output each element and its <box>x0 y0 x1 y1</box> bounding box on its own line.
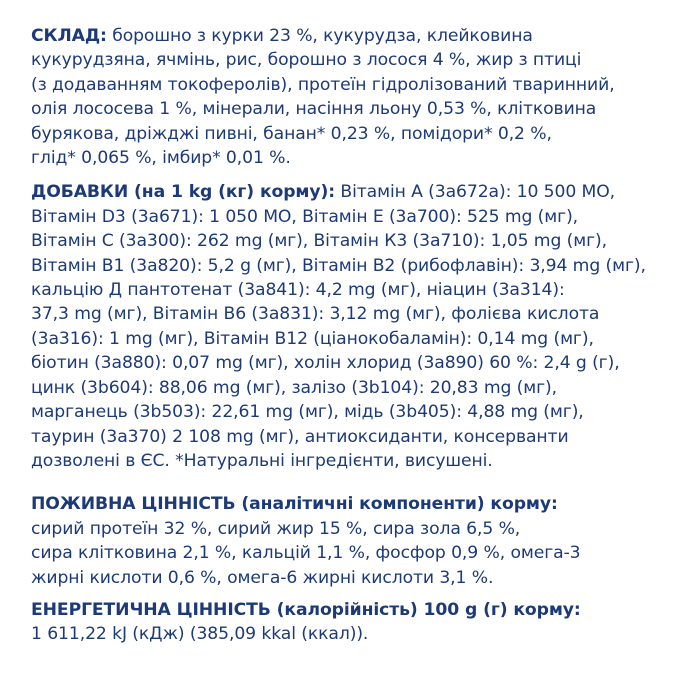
additives-line: Вітамін С (3а300): 262 mg (мг), Вітамін К3 (3а710): 1,05 mg (мг), <box>31 231 607 252</box>
composition-line: (з додаванням токоферолів), протеїн гідролізований тваринний, <box>31 74 615 95</box>
energy-line: 1 611,22 kJ (кДж) (385,09 kkal (ккал)). <box>31 624 369 645</box>
composition-heading: СКЛАД: <box>31 26 107 46</box>
additives-heading: ДОБАВКИ (на 1 kg (кг) корму): <box>31 182 336 203</box>
additives-line: (3а316): 1 mg (мг), Вітамін В12 (ціанокобаламін): 0,14 mg (мг), <box>31 328 594 349</box>
composition-line: глід* 0,065 %, імбир* 0,01 %. <box>31 148 291 169</box>
additives-line: марганець (3b503): 22,61 mg (мг), мідь (3b405): 4,88 mg (мг), <box>31 402 584 423</box>
composition-text: борошно з курки 23 %, кукурудза, клейковина <box>106 26 533 46</box>
composition-line <box>31 24 671 48</box>
additives-text: Вітамін А (3а672а): 10 500 МО, <box>335 182 616 203</box>
additives-section <box>31 180 671 473</box>
additives-line: дозволені в ЄС. *Натуральні інгредієнти, висушені. <box>31 450 493 471</box>
additives-line <box>31 180 671 204</box>
additives-line: 37,3 mg (мг), Вітамін В6 (3а831): 3,12 mg (мг), фолієва кислота <box>31 304 600 325</box>
additives-line: кальцію Д пантотенат (3а841): 4,2 mg (мг), ніацин (3а314): <box>31 280 565 301</box>
nutrition-line: сирий протеїн 32 %, сирий жир 15 %, сира зола 6,5 %, <box>31 518 521 539</box>
nutrition-line: сира клітковина 2,1 %, кальцій 1,1 %, фосфор 0,9 %, омега-3 <box>31 543 581 564</box>
additives-line: цинк (3b604): 88,06 mg (мг), залізо (3b104): 20,83 mg (мг), <box>31 377 558 398</box>
composition-line: кукурудзяна, ячмінь, рис, борошно з лосося 4 %, жир з птиці <box>31 50 582 71</box>
product-label-text <box>31 24 671 647</box>
energy-heading: ЕНЕРГЕТИЧНА ЦІННІСТЬ (калорійність) 100 g (г) корму: <box>31 599 581 620</box>
composition-line: олія лососева 1 %, мінерали, насіння льону 0,53 %, клітковина <box>31 99 597 120</box>
nutrition-heading: ПОЖИВНА ЦІННІСТЬ (аналітичні компоненти) корму: <box>31 494 558 515</box>
additives-line: біотин (3а880): 0,07 mg (мг), холін хлорид (3а890) 60 %: 2,4 g (г), <box>31 353 620 374</box>
additives-line: таурин (3а370) 2 108 mg (мг), антиоксиданти, консерванти <box>31 426 569 447</box>
composition-line: бурякова, дріжджі пивні, банан* 0,23 %, помідори* 0,2 %, <box>31 123 552 144</box>
nutrition-section <box>31 492 671 590</box>
energy-section <box>31 598 671 647</box>
composition-section <box>31 24 671 170</box>
additives-line: Вітамін В1 (3а820): 5,2 g (мг), Вітамін В2 (рибофлавін): 3,94 mg (мг), <box>31 255 646 276</box>
additives-line: Вітамін D3 (3а671): 1 050 МО, Вітамін Е (3а700): 525 mg (мг), <box>31 206 579 227</box>
nutrition-line: жирні кислоти 0,6 %, омега-6 жирні кислоти 3,1 %. <box>31 567 494 588</box>
